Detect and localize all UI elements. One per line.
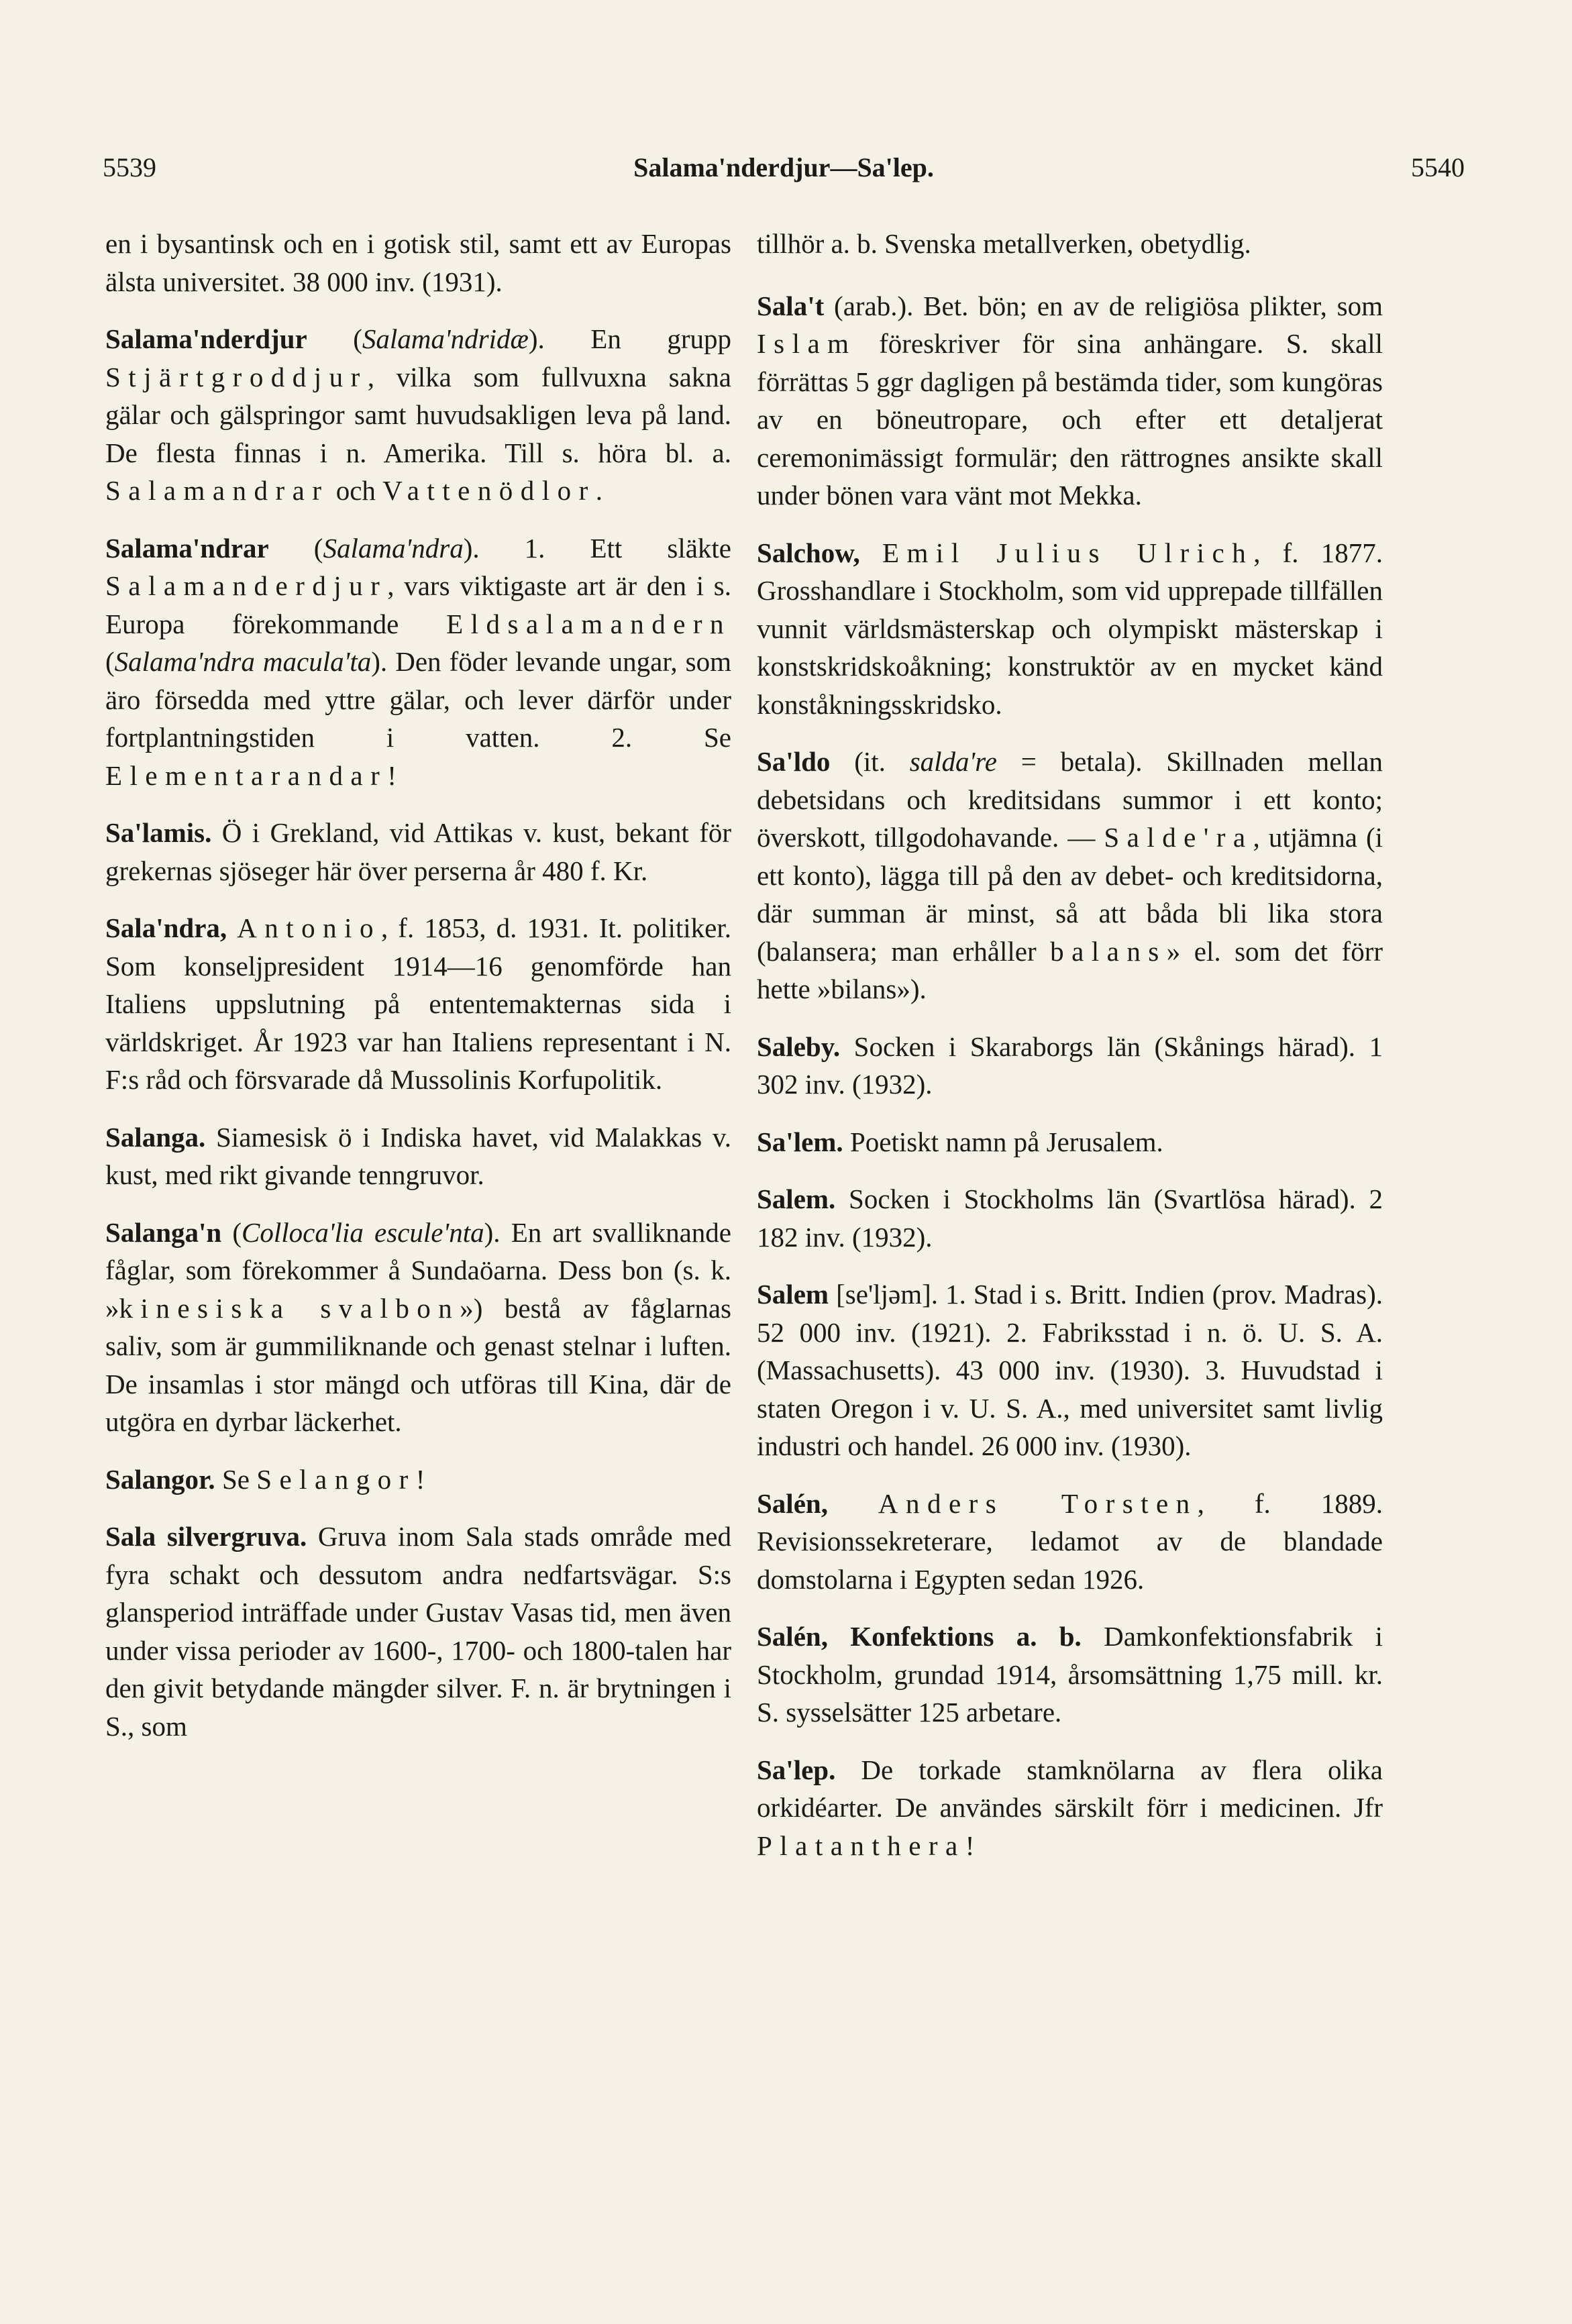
italic-term: Salama'ndridæ [362,323,529,354]
entry-text: Socken i Skaraborgs län (Skånings härad). 1 302 inv. (1932). [757,1031,1383,1100]
entry-text: , utjämna (i ett konto), lägga till på den av debet- och kreditsidorna, där summan är minst, så att båda bli lika stora (balansera; man erhåller [757,822,1383,967]
entry-text: ( [307,323,362,354]
dictionary-entry [757,743,1383,1008]
spaced-name: Anders Torsten [878,1487,1198,1519]
entry-text: ! [415,1463,425,1495]
page-header [103,152,1465,192]
entry-text: , vilka som fullvuxna sakna gälar och gälspringor samt huvudsakligen leva på land. De flesta finnas i n. Amerika. Till s. höra bl. a. [105,361,731,468]
spaced-name: Islam [757,328,857,359]
italic-term: Colloca'lia escule'nta [242,1216,484,1248]
entry-text: , f. 1877. Grosshandlare i Stockholm, som vid upprepade tillfällen vunnit världsmästerskap och olympiskt mästerskap i konstskridskoåkning; konstruktör av en mycket känd konståkningsskridsko. [757,537,1383,720]
page-number-left: 5539 [103,152,156,182]
entry-headword: Sa'lamis. [105,817,212,848]
spaced-name: Platanthera [757,1830,965,1861]
entry-headword: Salén, [757,1487,828,1519]
dictionary-entry [105,1518,731,1745]
entry-text: Socken i Stockholms län (Svartlösa härad). 2 182 inv. (1932). [757,1183,1383,1253]
entry-text: en i bysantinsk och en i gotisk stil, samt ett av Europas älsta universitet. 38 000 inv. (1931). [105,228,731,297]
entry-headword: Salem. [757,1183,836,1214]
entry-headword: Salén, Konfektions a. b. [757,1621,1082,1652]
entry-headword: Sala silvergruva. [105,1521,307,1552]
italic-term: salda're [909,746,997,777]
entry-headword: Salama'ndrar [105,532,269,564]
entry-text: ! [387,759,397,791]
running-head: Salama'nderdjur—Sa'lep. [633,152,934,182]
spaced-name: Antonio [237,912,381,943]
dictionary-entry [757,225,1383,263]
spaced-name: Salde'ra [1104,822,1253,853]
italic-term: Salama'ndra macula'ta [114,646,372,677]
entry-text: (arab.). Bet. bön; en av de religiösa plikter, som [824,290,1383,321]
entry-headword: Salama'nderdjur [105,323,307,354]
dictionary-entry [105,1461,731,1499]
dictionary-entry [105,909,731,1099]
entry-headword: Salangor. [105,1463,215,1495]
entry-text: Se [215,1463,257,1495]
entry-text: ( [268,532,323,564]
entry-headword: Sala'ndra, [105,912,227,943]
page-number-right: 5540 [1411,152,1465,182]
spaced-name: balans [1050,935,1167,967]
entry-text: och [329,475,383,506]
spaced-name: Salamandrar [105,475,329,506]
entry-headword: Sa'ldo [757,746,831,777]
entry-text: De torkade stamknölarna av flera olika orkidéarter. De användes särskilt förr i medicinen. Jfr [757,1754,1383,1823]
dictionary-entry [757,287,1383,515]
dictionary-entry [757,1751,1383,1865]
dictionary-entry [105,814,731,890]
entry-text: tillhör a. b. Svenska metallverken, obetydlig. [757,228,1251,259]
entry-headword: Sala't [757,290,825,321]
spaced-name: kinesiska svalbon [119,1292,460,1324]
spaced-name: Vattenödlor [382,475,596,506]
entry-text: föreskriver för sina anhängare. S. skall förrättas 5 ggr dagligen på bestämda tider, som kungöras av en böneutropare, och efter ett detaljerat ceremonimässigt formulär; den rättrognes ansikte skall under bönen vara vänt mot Mekka. [757,328,1383,511]
entry-text: , vars viktigaste art är den i s. Europa förekommande [105,570,731,639]
entry-headword: Sa'lem. [757,1126,843,1157]
entry-headword: Sa'lep. [757,1754,836,1785]
entry-text: Siamesisk ö i Indiska havet, vid Malakkas v. kust, med rikt givande tenngruvor. [105,1121,731,1190]
entry-text: . [595,475,602,506]
entry-text: ! [965,1830,975,1861]
entry-text: Ö i Grekland, vid Attikas v. kust, bekant för grekernas sjöseger här över perserna år 480 f. Kr. [105,817,731,886]
dictionary-entry [757,1618,1383,1732]
dictionary-entry [105,320,731,510]
dictionary-entry [757,1180,1383,1256]
dictionary-entry [757,534,1383,724]
right-column [757,225,1383,1884]
dictionary-entry [105,1214,731,1441]
entry-text: , f. 1853, d. 1931. It. politiker. Som konseljpresident 1914—16 genomförde han Italiens uppslutning på ententemakternas sida i världskriget. År 1923 var han Italiens representant i N. F:s råd och försvarade då Mussolinis Korfupolitik. [105,912,732,1095]
entry-text: , f. 1889. Revisionssekreterare, ledamot av de blandade domstolarna i Egypten sedan 1926. [757,1487,1383,1595]
dictionary-entry [757,1275,1383,1465]
entry-headword: Salanga'n [105,1216,222,1248]
spaced-name: Selangor [256,1463,416,1495]
entry-text: = betala). Skillnaden mellan debetsidans och kreditsidans summor i ett konto; överskott, tillgodohavande. — [757,746,1383,853]
entry-text [860,537,882,568]
italic-term: Salama'ndra [323,532,464,564]
dictionary-entry [757,1485,1383,1599]
entry-text: ( [221,1216,242,1248]
entry-headword: Salchow, [757,537,860,568]
entry-text: [se'ljəm]. 1. Stad i s. Britt. Indien (prov. Madras). 52 000 inv. (1921). 2. Fabriksstad i n. ö. U. S. A. (Massachusetts). 43 000 inv. (1930). 3. Huvudstad i staten Oregon i v. U. S. A., med universitet samt livlig industri och handel. 26 000 inv. (1930). [757,1279,1383,1461]
spaced-name: Eldsalamandern [446,608,731,639]
entry-text: ). Den föder levande ungar, som äro försedda med yttre gälar, och lever därför under fortplantningstiden i vatten. 2. Se [105,646,731,753]
entry-text: ). 1. Ett släkte [463,532,731,564]
entry-text: (it. [830,746,910,777]
entry-text [227,912,237,943]
dictionary-entry [105,1118,731,1194]
entry-text: Gruva inom Sala stads område med fyra schakt och dessutom andra nedfartsvägar. S:s glansperiod inträffade under Gustav Vasas tid, men även under vissa perioder av 1600-, 1700- och 1800-talen har den givit betydande mängder silver. F. n. är brytningen i S., som [105,1521,731,1742]
entry-text: ). En grupp [528,323,732,354]
entry-text: ). En art svalliknande fåglar, som förekommer å Sundaöarna. Dess bon (s. k. » [105,1216,731,1324]
entry-text: Damkonfektionsfabrik i Stockholm, grundad 1914, årsomsättning 1,75 mill. kr. S. sysselsätter 125 arbetare. [757,1621,1383,1728]
spaced-name: Emil Julius Ulrich [882,537,1254,568]
dictionary-entry [757,1028,1383,1104]
spaced-name: Stjärtgroddjur [105,361,368,392]
dictionary-entry [105,225,731,301]
entry-headword: Saleby. [757,1031,841,1062]
spaced-name: Salamanderdjur [105,570,388,601]
spaced-name: Elementarandar [105,759,388,791]
entry-text: » el. som det förr hette »bilans»). [757,935,1383,1004]
entry-text: ( [105,646,115,677]
entry-text: ») bestå av fåglarnas saliv, som är gummiliknande och genast stelnar i luften. De insamlas i stor mängd och utföras till Kina, där de utgöra en dyrbar läckerhet. [105,1292,731,1437]
entry-headword: Salem [757,1279,829,1310]
dictionary-entry [105,529,731,795]
left-column [105,225,731,1764]
entry-text [828,1488,878,1519]
entry-text: Poetiskt namn på Jerusalem. [843,1126,1163,1157]
entry-headword: Salanga. [105,1121,206,1153]
dictionary-entry [757,1123,1383,1161]
